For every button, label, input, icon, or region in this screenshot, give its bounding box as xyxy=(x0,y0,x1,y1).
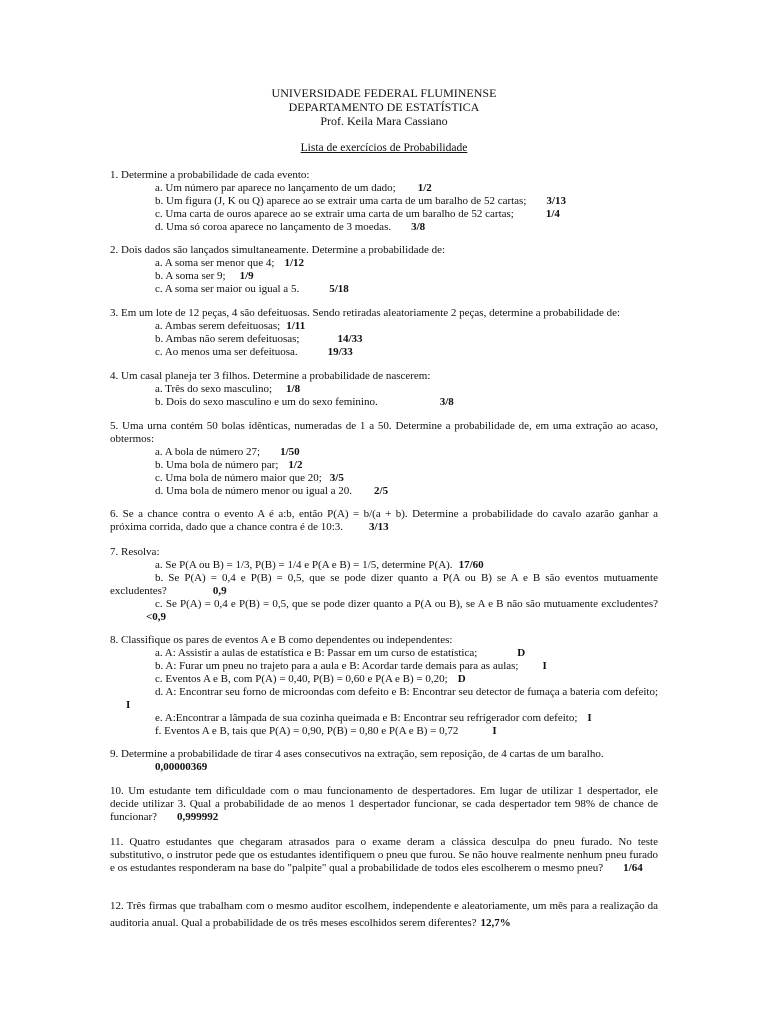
department-name: DEPARTAMENTO DE ESTATÍSTICA xyxy=(288,100,480,114)
question-stem: 10. Um estudante tem dificuldade com o mau funcionamento de despertadores. Em lugar de utilizar 1 despertador, ele decide utilizar 3. Qual a probabilidade de ao menos 1 despertador funcionar, se cada despertador tem 98% de chance de funcionar? 0,999992 xyxy=(110,785,658,823)
option-f: f. Eventos A e B, tais que P(A) = 0,90, P(B) = 0,80 e P(A e B) = 0,72 I xyxy=(155,725,497,737)
question-stem: 9. Determine a probabilidade de tirar 4 ases consecutivos na extração, sem reposição, de 4 cartas de um baralho. xyxy=(110,748,604,760)
option-c: c. Ao menos uma ser defeituosa. 19/33 xyxy=(155,346,353,358)
answer: 0,999992 xyxy=(177,811,219,823)
option-b: b. Uma bola de número par; 1/2 xyxy=(155,459,303,471)
question-3 xyxy=(110,307,658,359)
option-c: c. Se P(A) = 0,4 e P(B) = 0,5, que se pode dizer quanto a P(A ou B), se A e B não são mutuamente excludentes?<0,9 xyxy=(146,598,658,623)
document-header xyxy=(0,86,768,128)
option-e: e. A:Encontrar a lâmpada de sua cozinha queimada e B: Encontrar seu refrigerador com defeito; I xyxy=(155,712,592,724)
option-c: c. Uma carta de ouros aparece ao se extrair uma carta de um baralho de 52 cartas; 1/4 xyxy=(155,208,560,220)
question-10 xyxy=(110,785,658,824)
answer: 19/33 xyxy=(327,346,353,358)
answer: 17/60 xyxy=(458,559,484,571)
option-c: c. Uma bola de número maior que 20; 3/5 xyxy=(155,472,344,484)
option-d: d. Uma bola de número menor ou igual a 20. 2/5 xyxy=(155,485,389,497)
answer: 1/50 xyxy=(280,446,300,458)
option-a: a. Se P(A ou B) = 1/3, P(B) = 1/4 e P(A e B) = 1/5, determine P(A). 17/60 xyxy=(155,559,484,571)
question-6 xyxy=(110,508,658,534)
option-b: b. A: Furar um pneu no trajeto para a aula e B: Acordar tarde demais para as aulas; I xyxy=(155,660,547,672)
professor-name: Prof. Keila Mara Cassiano xyxy=(320,114,448,128)
question-12 xyxy=(110,898,658,932)
answer: 1/8 xyxy=(286,383,301,395)
option-a: a. Um número par aparece no lançamento de um dado; 1/2 xyxy=(155,182,432,194)
option-b: b. Se P(A) = 0,4 e P(B) = 0,5, que se pode dizer quanto a P(A ou B) se A e B são eventos mutuamente excludentes? 0,9 xyxy=(110,572,658,597)
answer: I xyxy=(492,725,497,737)
question-1 xyxy=(110,169,658,234)
university-name: UNIVERSIDADE FEDERAL FLUMINENSE xyxy=(271,86,497,100)
question-stem: 12. Três firmas que trabalham com o mesmo auditor escolhem, independente e aleatoriamente, um mês para a realização da auditoria anual. Qual a probabilidade de os três meses escolhidos serem diferentes? 12,7% xyxy=(110,900,658,929)
option-b: b. Dois do sexo masculino e um do sexo feminino. 3/8 xyxy=(155,396,454,408)
option-d: d. A: Encontrar seu forno de microondas com defeito e B: Encontrar seu detector de fumaça a bateria com defeito;I xyxy=(126,686,658,711)
answer: 1/11 xyxy=(286,320,306,332)
answer: I xyxy=(542,660,547,672)
question-stem: 1. Determine a probabilidade de cada evento: xyxy=(110,169,310,181)
answer: 0,9 xyxy=(212,585,227,597)
option-a: a. A: Assistir a aulas de estatística e B: Passar em um curso de estatística; D xyxy=(155,647,526,659)
question-stem: 3. Em um lote de 12 peças, 4 são defeituosas. Sendo retiradas aleatoriamente 2 peças, determine a probabilidade de: xyxy=(110,307,621,319)
question-stem: 8. Classifique os pares de eventos A e B como dependentes ou independentes: xyxy=(110,634,453,646)
option-c: c. Eventos A e B, com P(A) = 0,40, P(B) = 0,60 e P(A e B) = 0,20; D xyxy=(155,673,466,685)
question-11 xyxy=(110,836,658,875)
list-title: Lista de exercícios de Probabilidade xyxy=(300,142,468,154)
question-5 xyxy=(110,420,658,498)
option-b: b. Um figura (J, K ou Q) aparece ao se extrair uma carta de um baralho de 52 cartas; 3/13 xyxy=(155,195,566,207)
answer: 12,7% xyxy=(480,917,511,929)
question-8 xyxy=(110,634,658,738)
answer: I xyxy=(587,712,592,724)
answer: I xyxy=(126,699,131,711)
answer: 0,00000369 xyxy=(155,761,208,773)
answer: 14/33 xyxy=(337,333,363,345)
question-stem: 7. Resolva: xyxy=(110,546,160,558)
option-a: a. A soma ser menor que 4; 1/12 xyxy=(155,257,305,269)
answer: 1/4 xyxy=(545,208,560,220)
option-d: d. Uma só coroa aparece no lançamento de 3 moedas. 3/8 xyxy=(155,221,426,233)
answer: 3/8 xyxy=(411,221,426,233)
question-9 xyxy=(110,748,658,774)
answer: 2/5 xyxy=(374,485,389,497)
answer: D xyxy=(457,673,466,685)
answer: D xyxy=(517,647,526,659)
question-stem: 11. Quatro estudantes que chegaram atrasados para o exame deram a clássica desculpa do pneu furado. No teste substitutivo, o instrutor pede que os estudantes identifiquem o pneu que furou. Se não houve realmente nenhum pneu furado e os estudantes responderam na base do "palpite" qual a probabilidade de todos eles escolherem o mesmo pneu? 1/64 xyxy=(110,836,658,874)
question-stem: 6. Se a chance contra o evento A é a:b, então P(A) = b/(a + b). Determine a probabilidade do cavalo azarão ganhar a próxima corrida, dado que a chance contra é de 10:3. 3/13 xyxy=(110,508,658,533)
answer: 3/8 xyxy=(439,396,454,408)
option-c: c. A soma ser maior ou igual a 5. 5/18 xyxy=(155,283,349,295)
question-7 xyxy=(110,546,658,624)
option-b: b. Ambas não serem defeituosas; 14/33 xyxy=(155,333,363,345)
option-a: a. A bola de número 27; 1/50 xyxy=(155,446,300,458)
question-stem: 5. Uma urna contém 50 bolas idênticas, numeradas de 1 a 50. Determine a probabilidade de, em uma extração ao acaso, obtermos: xyxy=(110,420,658,445)
question-2 xyxy=(110,244,658,296)
question-stem: 2. Dois dados são lançados simultaneamente. Determine a probabilidade de: xyxy=(110,244,446,256)
answer: 1/12 xyxy=(284,257,305,269)
option-a: a. Três do sexo masculino; 1/8 xyxy=(155,383,301,395)
question-stem: 4. Um casal planeja ter 3 filhos. Determine a probabilidade de nascerem: xyxy=(110,370,431,382)
answer: 3/13 xyxy=(369,521,389,533)
answer: 3/5 xyxy=(329,472,344,484)
answer-line xyxy=(110,761,658,774)
answer: 1/64 xyxy=(623,862,643,874)
answer: 1/2 xyxy=(288,459,303,471)
answer: 1/2 xyxy=(417,182,432,194)
answer: 5/18 xyxy=(329,283,349,295)
answer: 1/9 xyxy=(239,270,254,282)
option-a: a. Ambas serem defeituosas; 1/11 xyxy=(155,320,306,332)
answer: <0,9 xyxy=(146,611,167,623)
option-b: b. A soma ser 9; 1/9 xyxy=(155,270,254,282)
answer: 3/13 xyxy=(546,195,566,207)
question-4 xyxy=(110,370,658,409)
